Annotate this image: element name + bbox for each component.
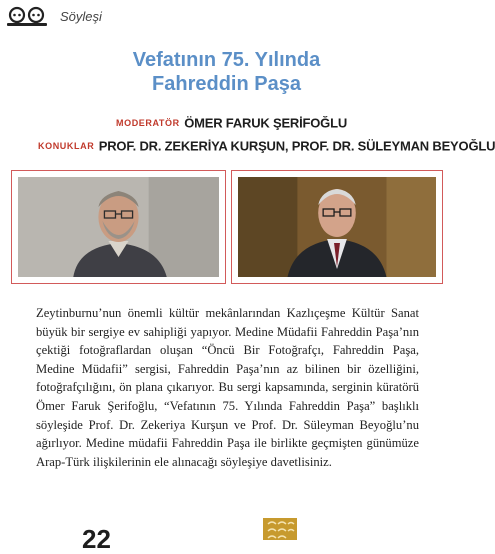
moderator-name: ÖMER FARUK ŞERİFOĞLU — [184, 115, 348, 131]
guests-line — [38, 137, 495, 155]
page-title-line1: Vefatının 75. Yılında — [132, 49, 321, 71]
guests-label: KONUKLAR — [38, 140, 95, 151]
page-number: 22 — [82, 524, 111, 554]
page-title-line2: Fahreddin Paşa — [152, 73, 301, 95]
photo-frame-right — [231, 170, 443, 284]
portrait-photo-right — [238, 177, 436, 277]
section-label: Söyleşi — [60, 9, 102, 24]
portrait-man-glasses-suit-icon — [238, 177, 436, 277]
two-speech-heads-icon — [6, 6, 58, 28]
moderator-line — [116, 114, 347, 132]
portrait-bearded-man-glasses-icon — [18, 177, 219, 277]
gold-ornament-logo-icon — [263, 518, 297, 540]
moderator-label: MODERATÖR — [116, 117, 180, 128]
body-paragraph: Zeytinburnu’nun önemli kültür mekânlarından Kazlıçeşme Kültür Sanat büyük bir sergiye ev sahipliği yapıyor. Medine Müdafii Fahreddin Paşa’nın çektiği fotoğraflardan oluşan “Öncü Bir Fotoğrafçı, Fahreddin Paşa, Medine Müdafii” sergisi, Fahreddin Paşa’nın az bilinen bir özelliğini, fotoğrafçılığını, ön plana çıkarıyor. Bu sergi kapsamında, serginin küratörü Ömer Faruk Şerifoğlu, “Vefatının 75. Yılında Fahreddin Paşa” başlıklı söyleşide Prof. Dr. Zekeriya Kurşun ve Prof. Dr. Süleyman Beyoğlu’nu ağırlıyor. Medine müdafii Fahreddin Paşa ile birlikte geçmişten günümüze Arap-Türk ilişkilerinin ele alınacağı söyleşiye davetlisiniz. — [36, 306, 419, 469]
guests-names: PROF. DR. ZEKERİYA KURŞUN, PROF. DR. SÜLEYMAN BEYOĞLU — [98, 138, 495, 154]
photo-frame-left — [11, 170, 226, 284]
header-bar — [0, 0, 453, 40]
portrait-photo-left — [18, 177, 219, 277]
